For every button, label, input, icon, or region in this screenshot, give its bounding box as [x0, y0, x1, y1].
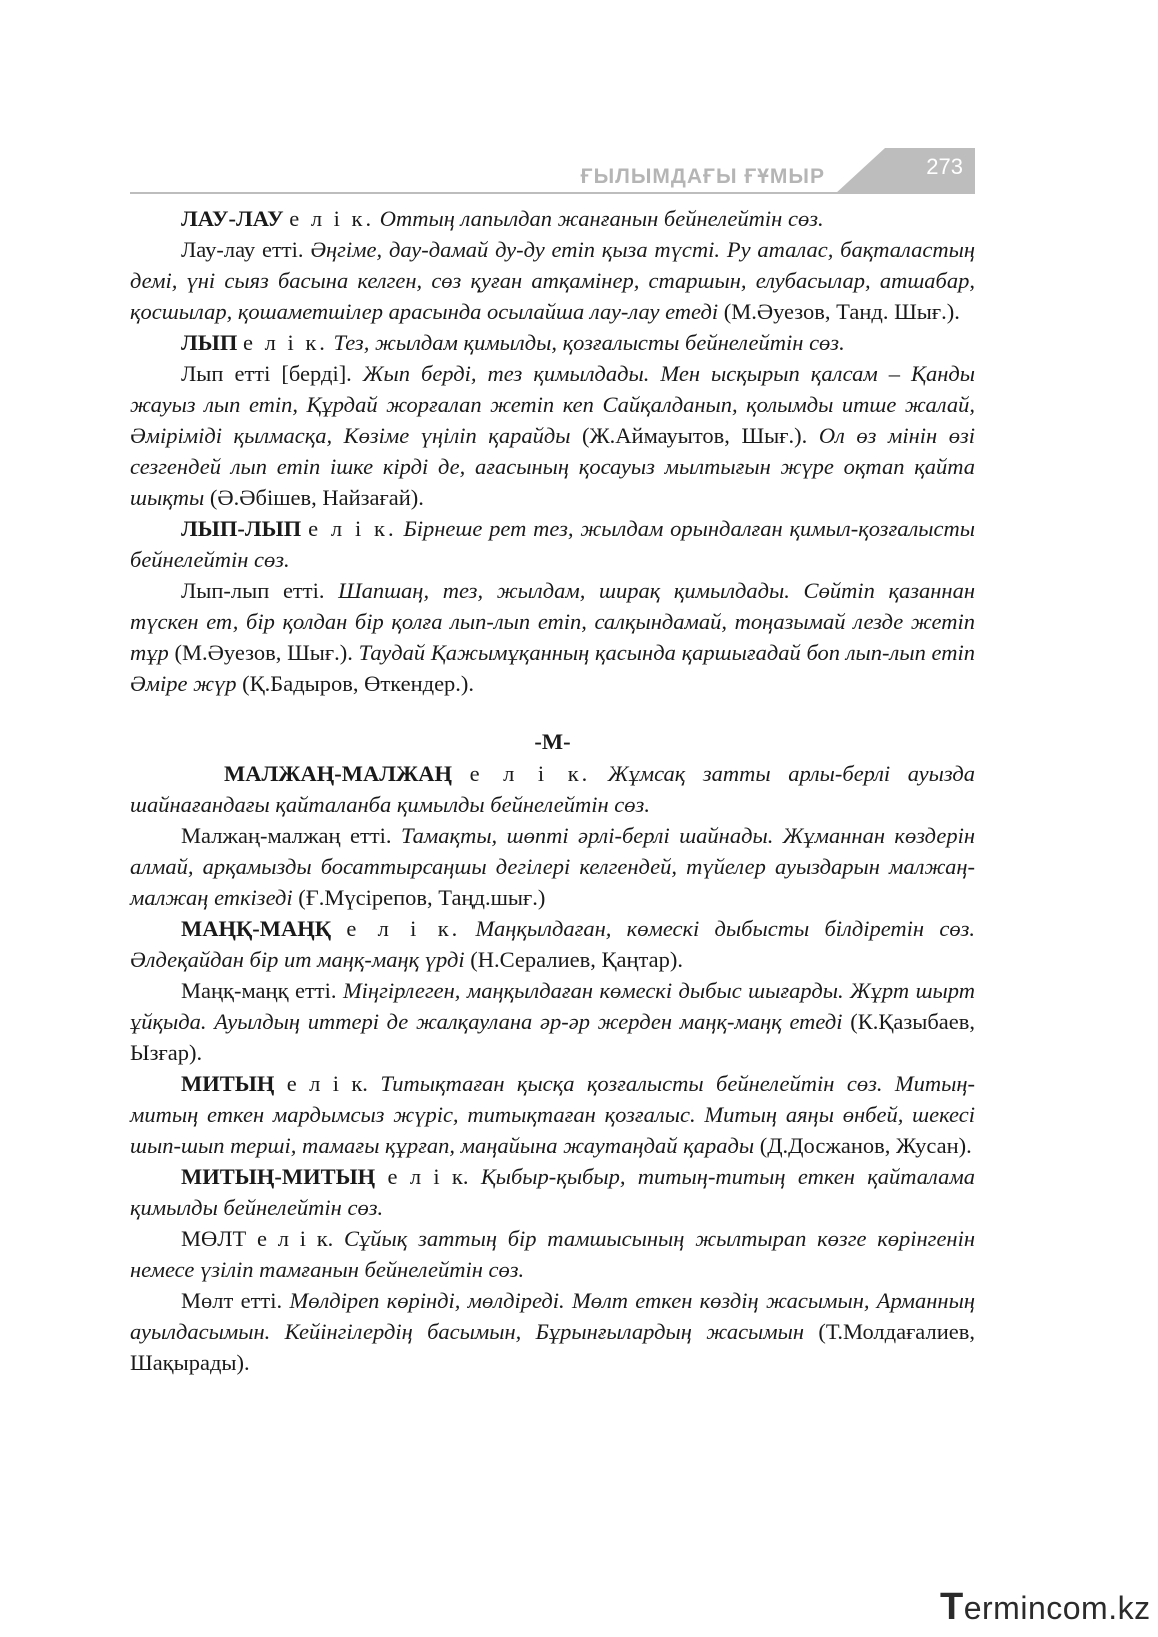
usage-phrase: Лып-лып етті. — [181, 578, 325, 603]
entry-definition: Жұмсақ затты арлы-берлі ауызда шайнағандағы қайталанба қимылды бейнелейтін сөз. — [130, 761, 975, 817]
usage-text: Таудай Қажымұқанның қасында қаршығадай боп лып-лып етіп Әміре жүр — [130, 640, 975, 696]
entry-definition: Титықтаған қысқа қозғалысты бейнелейтін сөз. Митың-митың еткен мардымсыз жүріс, титықтаған қозғалыс. Митың аяңы өнбей, шекесі шып-шып терші, тамағы құрғап, маңайына жаутаңдай қарады — [130, 1071, 975, 1158]
entry-headword: ЛЫП — [181, 330, 238, 355]
running-header — [130, 148, 975, 196]
entry-definition: Оттың лапылдап жанғанын бейнелейтін сөз. — [379, 206, 824, 231]
usage-source: (М.Әуезов, Шығ.). — [174, 640, 353, 665]
usage-source: (Д.Досжанов, Жусан). — [759, 1133, 972, 1158]
dictionary-entry — [130, 1161, 975, 1223]
part-of-speech: е л і к. — [469, 761, 591, 786]
usage-text: Тамақты, шөпті әрлі-берлі шайнады. Жұманнан көздерін алмай, арқамызды босаттырсаңшы дегілері келгендей, түйелер ауыздарын малжаң-малжаң еткізеді — [130, 823, 975, 910]
part-of-speech: е л і к. — [308, 516, 397, 541]
usage-source: (Ғ.Мүсірепов, Таңд.шығ.) — [298, 885, 546, 910]
dictionary-entry — [130, 513, 975, 575]
entry-headword: ЛАУ-ЛАУ — [181, 206, 284, 231]
part-of-speech: е л і к. — [289, 206, 375, 231]
dictionary-entry — [130, 758, 975, 820]
part-of-speech: е л і к. — [387, 1164, 469, 1189]
usage-source: (Н.Сералиев, Қаңтар). — [470, 947, 683, 972]
usage-source: (Ә.Әбішев, Найзағай). — [209, 485, 424, 510]
usage-source: (К.Қазыбаев, Ызғар). — [130, 1009, 975, 1065]
part-of-speech: е л і к. — [243, 330, 328, 355]
usage-source: (Т.Молдағалиев, Шақырады). — [130, 1319, 975, 1375]
usage-text: Мөлдіреп көрінді, мөлдіреді. Мөлт еткен көздің жасымын, Арманның ауылдасымын. Кейінгілердің басымын, Бұрынғылардың жасымын — [130, 1288, 975, 1344]
dictionary-entry — [130, 327, 975, 358]
entry-definition: Тез, жылдам қимылды, қозғалысты бейнелейтін сөз. — [333, 330, 845, 355]
entry-headword: ЛЫП-ЛЫП — [181, 516, 302, 541]
watermark-text: ermincоm.kz — [963, 1590, 1151, 1626]
usage-paragraph — [130, 1285, 975, 1378]
usage-source: (М.Әуезов, Танд. Шығ.). — [723, 299, 960, 324]
entry-headword: МӨЛТ — [181, 1226, 247, 1251]
entry-definition: Маңқылдаған, көмескі дыбысты білдіретін сөз. Әлдеқайдан бір ит маңқ-маңқ үрді — [130, 916, 976, 972]
usage-text: Ол өз мінін өзі сезгендей лып етіп ішке кірді де, ағасының қосауыз мылтығын жүре оқтап қайта шықты — [130, 423, 976, 510]
entry-headword: МИТЫҢ — [181, 1071, 275, 1096]
header-rule — [130, 192, 975, 194]
entry-headword: МАЛЖАҢ-МАЛЖАҢ — [224, 761, 452, 786]
usage-text: Жып берді, тез қимылдады. Мен ысқырып қалсам – Қанды жауыз лып етіп, Құрдай жорғалап жетіп кеп Сайқалданып, қолымды итше жалай, Әміріміді қылмасқа, Көзіме үңіліп қарайды — [130, 361, 975, 448]
usage-paragraph — [130, 820, 975, 913]
usage-source: (Қ.Бадыров, Өткендер.). — [242, 671, 475, 696]
running-header-title: ҒЫЛЫМДАҒЫ ҒҰМЫР — [580, 165, 825, 188]
usage-paragraph — [130, 358, 975, 513]
watermark-initial: T — [940, 1586, 964, 1628]
usage-paragraph — [130, 575, 975, 699]
usage-paragraph — [130, 234, 975, 327]
dictionary-content — [130, 203, 975, 1378]
usage-phrase: Лау-лау етті. — [181, 237, 304, 262]
usage-phrase: Малжаң-малжаң етті. — [181, 823, 392, 848]
usage-text: Міңгірлеген, маңқылдаған көмескі дыбыс шығарды. Жұрт шырт ұйқыда. Ауылдың иттері де жалқаулана әр-әр жерден маңқ-маңқ етеді — [130, 978, 975, 1034]
entry-definition: Сұйық заттың бір тамшысының жылтырап көзге көрінгенін немесе үзіліп тамғанын бейнелейтін сөз. — [130, 1226, 976, 1282]
watermark-logo — [940, 1586, 1151, 1629]
dictionary-entry — [130, 1223, 975, 1285]
usage-source: (Ж.Аймауытов, Шығ.). — [582, 423, 808, 448]
usage-text: Шапшаң, тез, жылдам, ширақ қимылдады. Сөйтіп қазаннан түскен ет, бір қолдан бір қолға лып-лып етіп, салқындамай, тоңазымай лезде жетіп тұр — [130, 578, 975, 665]
page-number: 273 — [926, 154, 963, 179]
entry-definition: Қыбыр-қыбыр, титың-титың еткен қайталама қимылды бейнелейтін сөз. — [130, 1164, 976, 1220]
part-of-speech: е л і к. — [346, 916, 461, 941]
usage-phrase: Лып етті [берді]. — [181, 361, 352, 386]
usage-text: Әңгіме, дау-дамай ду-ду етіп қыза түсті. Ру аталас, бақталастың демі, үні сыяз басына келген, сөз қуған атқамінер, старшын, елубасылар, атшабар, қосшылар, қошаметшілер арасында осылайша лау-лау етеді — [130, 237, 975, 324]
usage-phrase: Мөлт етті. — [181, 1288, 283, 1313]
dictionary-entry — [130, 1068, 975, 1161]
part-of-speech: е л і к. — [286, 1071, 368, 1096]
usage-phrase: Маңқ-маңқ етті. — [181, 978, 337, 1003]
dictionary-entry — [130, 913, 975, 975]
entry-headword: МИТЫҢ-МИТЫҢ — [181, 1164, 376, 1189]
usage-paragraph — [130, 975, 975, 1068]
entry-headword: МАҢҚ-МАҢҚ — [181, 916, 332, 941]
section-letter-heading: -М- — [534, 729, 571, 754]
part-of-speech: е л і к. — [257, 1226, 334, 1251]
entry-definition: Бірнеше рет тез, жылдам орындалған қимыл-қозғалысты бейнелейтін сөз. — [130, 516, 976, 572]
dictionary-entry — [130, 203, 975, 234]
